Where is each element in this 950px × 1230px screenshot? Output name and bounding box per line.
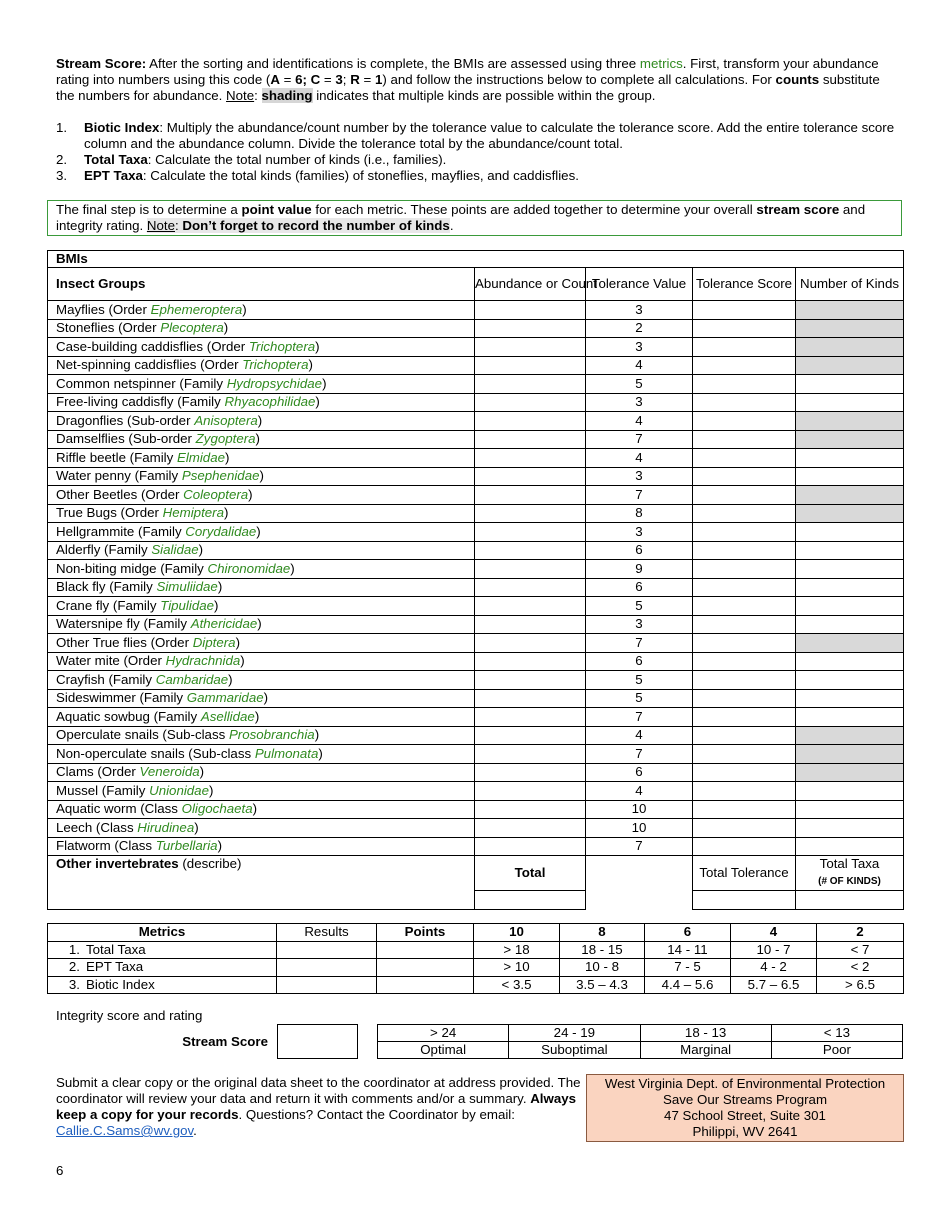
tolerance-value: 3 <box>586 393 693 412</box>
insect-group-name: Damselflies (Sub-order Zygoptera) <box>48 430 475 449</box>
metrics-header-cell: 4 <box>731 924 817 942</box>
kinds-input[interactable] <box>796 689 904 708</box>
kinds-input[interactable] <box>796 726 904 745</box>
insect-group-name: Crane fly (Family Tipulidae) <box>48 597 475 616</box>
tolerance-score-input[interactable] <box>693 486 796 505</box>
bmi-row <box>48 652 904 671</box>
results-input[interactable] <box>277 941 377 959</box>
insect-group-name: Water mite (Order Hydrachnida) <box>48 652 475 671</box>
col-tolerance-score: Tolerance Score <box>693 268 796 301</box>
bmi-row <box>48 560 904 579</box>
insect-group-name: Non-biting midge (Family Chironomidae) <box>48 560 475 579</box>
taxon-name: Hemiptera <box>162 505 224 521</box>
tolerance-value: 6 <box>586 763 693 782</box>
tolerance-score-input[interactable] <box>693 708 796 727</box>
tolerance-value: 5 <box>586 375 693 394</box>
total-abundance-input[interactable] <box>475 891 586 910</box>
bmi-row <box>48 800 904 819</box>
insect-group-name: Aquatic worm (Class Oligochaeta) <box>48 800 475 819</box>
metric-range: 5.7 – 6.5 <box>731 976 817 994</box>
bmi-row <box>48 393 904 412</box>
tolerance-score-input[interactable] <box>693 597 796 616</box>
taxon-name: Corydalidae <box>185 523 257 539</box>
insect-group-name: Mayflies (Order Ephemeroptera) <box>48 301 475 320</box>
taxon-name: Prosobranchia <box>228 727 315 743</box>
insect-group-name: Other Beetles (Order Coleoptera) <box>48 486 475 505</box>
tolerance-value: 4 <box>586 782 693 801</box>
stream-score-label: Stream Score <box>182 1034 268 1049</box>
bmi-row <box>48 523 904 542</box>
tolerance-value: 7 <box>586 486 693 505</box>
insect-group-name: Other True flies (Order Diptera) <box>48 634 475 653</box>
record-kinds-reminder: Don’t forget to record the number of kinds <box>182 218 450 233</box>
tolerance-score-input[interactable] <box>693 393 796 412</box>
metrics-header-cell: Metrics <box>48 924 277 942</box>
metric-range: 3.5 – 4.3 <box>560 976 645 994</box>
tolerance-score-input[interactable] <box>693 356 796 375</box>
kinds-input[interactable] <box>796 541 904 560</box>
tolerance-value: 7 <box>586 745 693 764</box>
kinds-input[interactable] <box>796 745 904 764</box>
bmi-row <box>48 782 904 801</box>
tolerance-value: 6 <box>586 541 693 560</box>
tolerance-score-input[interactable] <box>693 800 796 819</box>
tolerance-score-input[interactable] <box>693 745 796 764</box>
abundance-input[interactable] <box>475 782 586 801</box>
bmi-row <box>48 689 904 708</box>
tolerance-score-input[interactable] <box>693 578 796 597</box>
col-abundance: Abundance or Count <box>475 268 586 301</box>
kinds-input[interactable] <box>796 486 904 505</box>
bmi-row <box>48 615 904 634</box>
taxon-name: Unionidae <box>149 782 209 798</box>
tolerance-value: 3 <box>586 523 693 542</box>
metric-range: > 10 <box>474 959 560 977</box>
abundance-input[interactable] <box>475 449 586 468</box>
metric-range: < 3.5 <box>474 976 560 994</box>
taxon-name: Plecoptera <box>160 320 224 336</box>
col-number-of-kinds: Number of Kinds <box>796 268 904 301</box>
abundance-input[interactable] <box>475 819 586 838</box>
insect-group-name: Leech (Class Hirudinea) <box>48 819 475 838</box>
abundance-input[interactable] <box>475 708 586 727</box>
abundance-input[interactable] <box>475 467 586 486</box>
bmi-row <box>48 356 904 375</box>
abundance-input[interactable] <box>475 486 586 505</box>
tolerance-score-input[interactable] <box>693 301 796 320</box>
integrity-label: Integrity score and rating <box>56 1008 203 1023</box>
abundance-input[interactable] <box>475 726 586 745</box>
insect-group-name: Non-operculate snails (Sub-class Pulmonata) <box>48 745 475 764</box>
taxon-name: Elmidae <box>176 449 225 465</box>
taxon-name: Simuliidae <box>156 579 218 595</box>
metric-range: 7 - 5 <box>645 959 731 977</box>
taxon-name: Ephemeroptera <box>150 301 243 317</box>
abundance-input[interactable] <box>475 430 586 449</box>
bmi-row <box>48 763 904 782</box>
taxon-name: Zygoptera <box>195 431 256 447</box>
tolerance-value: 4 <box>586 356 693 375</box>
metric-range: 4 - 2 <box>731 959 817 977</box>
rating-label: Optimal <box>378 1042 509 1059</box>
metric-range: < 7 <box>817 941 904 959</box>
abundance-input[interactable] <box>475 837 586 856</box>
tolerance-value: 10 <box>586 800 693 819</box>
tolerance-value: 7 <box>586 430 693 449</box>
bmi-row <box>48 338 904 357</box>
bmi-row <box>48 745 904 764</box>
tolerance-value: 8 <box>586 504 693 523</box>
metric-range: > 6.5 <box>817 976 904 994</box>
taxon-name: Rhyacophilidae <box>224 394 316 410</box>
metrics-header-cell: Points <box>377 924 474 942</box>
bmi-row <box>48 412 904 431</box>
tolerance-value: 3 <box>586 338 693 357</box>
insect-group-name: Free-living caddisfly (Family Rhyacophilidae) <box>48 393 475 412</box>
metric-name: 2. EPT Taxa <box>48 959 277 977</box>
total-taxa-label: Total Taxa (# OF KINDS) <box>796 856 904 891</box>
kinds-input[interactable] <box>796 412 904 431</box>
rating-table <box>377 1024 903 1059</box>
taxon-name: Coleoptera <box>183 486 249 502</box>
metric-name: 3. Biotic Index <box>48 976 277 994</box>
taxon-name: Athericidae <box>190 616 258 632</box>
taxon-name: Psephenidae <box>181 468 260 484</box>
metrics-header-cell: 2 <box>817 924 904 942</box>
taxon-name: Turbellaria <box>155 838 218 854</box>
rating-range: 18 - 13 <box>640 1025 771 1042</box>
calculation-steps <box>56 120 896 184</box>
insect-group-name: Stoneflies (Order Plecoptera) <box>48 319 475 338</box>
tolerance-value: 5 <box>586 689 693 708</box>
abundance-input[interactable] <box>475 634 586 653</box>
tolerance-value: 5 <box>586 597 693 616</box>
taxon-name: Hydropsychidae <box>226 375 323 391</box>
abundance-input[interactable] <box>475 338 586 357</box>
submission-instructions: Submit a clear copy or the original data sheet to the coordinator at address provided. The coordinator will review your data and return it with comments and/or a summary. Always keep a copy for your records. Questions? Contact the Coordinator by email: Callie.C.Sams@wv.gov. <box>56 1075 581 1138</box>
kinds-input[interactable] <box>796 634 904 653</box>
kinds-input[interactable] <box>796 319 904 338</box>
insect-group-name: Net-spinning caddisflies (Order Trichoptera) <box>48 356 475 375</box>
abundance-input[interactable] <box>475 356 586 375</box>
taxon-name: Trichoptera <box>248 338 316 354</box>
coordinator-email-link[interactable]: Callie.C.Sams@wv.gov <box>56 1123 194 1138</box>
taxon-name: Anisoptera <box>194 412 258 428</box>
abundance-input[interactable] <box>475 560 586 579</box>
insect-group-name: Alderfly (Family Sialidae) <box>48 541 475 560</box>
taxon-name: Hirudinea <box>137 819 195 835</box>
tolerance-score-input[interactable] <box>693 689 796 708</box>
tolerance-score-input[interactable] <box>693 671 796 690</box>
step-item: 1. Biotic Index: Multiply the abundance/count number by the tolerance value to calculate the tolerance score. Add the entire tolerance score column and the abundance column. Divide the tolerance total by the abundance/count total. <box>56 120 895 151</box>
tolerance-score-input[interactable] <box>693 763 796 782</box>
step-item: 3. EPT Taxa: Calculate the total kinds (families) of stoneflies, mayflies, and caddisflies. <box>56 168 579 183</box>
tolerance-score-input[interactable] <box>693 523 796 542</box>
bmi-row <box>48 486 904 505</box>
rating-label: Suboptimal <box>509 1042 640 1059</box>
rating-label: Marginal <box>640 1042 771 1059</box>
bmi-row <box>48 597 904 616</box>
bmi-row <box>48 430 904 449</box>
insect-group-name: Dragonflies (Sub-order Anisoptera) <box>48 412 475 431</box>
insect-group-name: Hellgrammite (Family Corydalidae) <box>48 523 475 542</box>
metrics-row <box>48 976 904 994</box>
tolerance-score-input[interactable] <box>693 338 796 357</box>
tolerance-score-input[interactable] <box>693 430 796 449</box>
points-input[interactable] <box>377 941 474 959</box>
metrics-link: metrics <box>639 56 683 71</box>
kinds-input[interactable] <box>796 523 904 542</box>
kinds-input[interactable] <box>796 578 904 597</box>
intro-paragraph: Stream Score: After the sorting and identifications is complete, the BMIs are assessed using three metrics. First, transform your abundance rating into numbers using this code (A = 6; C = 3; R = 1) and follow the instructions below to complete all calculations. For counts substitute the numbers for abundance. Note: shading indicates that multiple kinds are possible within the group. <box>56 56 880 103</box>
bmi-row <box>48 449 904 468</box>
abundance-input[interactable] <box>475 745 586 764</box>
step-item: 2. Total Taxa: Calculate the total number of kinds (i.e., families). <box>56 152 447 167</box>
kinds-input[interactable] <box>796 430 904 449</box>
blank-cell <box>586 856 693 910</box>
metrics-row <box>48 959 904 977</box>
tolerance-score-input[interactable] <box>693 782 796 801</box>
insect-group-name: Water penny (Family Psephenidae) <box>48 467 475 486</box>
abundance-input[interactable] <box>475 301 586 320</box>
tolerance-value: 4 <box>586 412 693 431</box>
total-label: Total <box>475 856 586 891</box>
taxon-name: Chironomidae <box>207 560 291 576</box>
metrics-header-cell: 10 <box>474 924 560 942</box>
kinds-input[interactable] <box>796 560 904 579</box>
tolerance-score-input[interactable] <box>693 375 796 394</box>
metric-range: > 18 <box>474 941 560 959</box>
taxon-name: Hydrachnida <box>165 653 241 669</box>
stream-score-heading: Stream Score: <box>56 56 147 71</box>
abundance-input[interactable] <box>475 523 586 542</box>
kinds-input[interactable] <box>796 800 904 819</box>
bmi-table <box>47 250 904 910</box>
total-tolerance-label: Total Tolerance <box>693 856 796 891</box>
other-invertebrates-cell[interactable]: Other invertebrates (describe) <box>48 856 475 910</box>
taxon-name: Trichoptera <box>242 357 309 373</box>
points-input[interactable] <box>377 959 474 977</box>
tolerance-value: 6 <box>586 652 693 671</box>
insect-group-name: Watersnipe fly (Family Athericidae) <box>48 615 475 634</box>
insect-group-name: Black fly (Family Simuliidae) <box>48 578 475 597</box>
abundance-input[interactable] <box>475 504 586 523</box>
bmi-row <box>48 319 904 338</box>
metrics-header-cell: 8 <box>560 924 645 942</box>
tolerance-score-input[interactable] <box>693 819 796 838</box>
taxon-name: Pulmonata <box>254 745 319 761</box>
metric-name: 1. Total Taxa <box>48 941 277 959</box>
insect-group-name: Riffle beetle (Family Elmidae) <box>48 449 475 468</box>
final-step-box: The final step is to determine a point value for each metric. These points are added together to determine your overall stream score and integrity rating. Note: Don’t forget to record the number of kinds. <box>47 200 902 236</box>
rating-label: Poor <box>771 1042 902 1059</box>
col-insect-groups: Insect Groups <box>48 268 475 301</box>
tolerance-score-input[interactable] <box>693 504 796 523</box>
bmi-row <box>48 504 904 523</box>
kinds-input[interactable] <box>796 837 904 856</box>
insect-group-name: Common netspinner (Family Hydropsychidae) <box>48 375 475 394</box>
tolerance-score-input[interactable] <box>693 319 796 338</box>
metric-range: 10 - 8 <box>560 959 645 977</box>
insect-group-name: Clams (Order Veneroida) <box>48 763 475 782</box>
tolerance-score-input[interactable] <box>693 541 796 560</box>
taxon-name: Asellidae <box>200 708 255 724</box>
bmi-row <box>48 819 904 838</box>
taxon-name: Tipulidae <box>160 597 215 613</box>
abundance-input[interactable] <box>475 671 586 690</box>
abundance-input[interactable] <box>475 763 586 782</box>
abundance-input[interactable] <box>475 412 586 431</box>
tolerance-score-input[interactable] <box>693 412 796 431</box>
kinds-input[interactable] <box>796 708 904 727</box>
tolerance-value: 10 <box>586 819 693 838</box>
shading-sample: shading <box>261 88 313 103</box>
total-tolerance-input[interactable] <box>693 891 796 910</box>
abundance-input[interactable] <box>475 597 586 616</box>
taxon-name: Oligochaeta <box>181 801 253 817</box>
tolerance-score-input[interactable] <box>693 615 796 634</box>
tolerance-score-input[interactable] <box>693 837 796 856</box>
bmi-row <box>48 726 904 745</box>
bmi-row <box>48 671 904 690</box>
points-input[interactable] <box>377 976 474 994</box>
bmi-row <box>48 301 904 320</box>
tolerance-value: 3 <box>586 467 693 486</box>
tolerance-score-input[interactable] <box>693 449 796 468</box>
bmi-row <box>48 375 904 394</box>
kinds-input[interactable] <box>796 652 904 671</box>
abundance-input[interactable] <box>475 578 586 597</box>
tolerance-value: 7 <box>586 634 693 653</box>
insect-group-name: Crayfish (Family Cambaridae) <box>48 671 475 690</box>
metrics-header-cell: 6 <box>645 924 731 942</box>
abundance-input[interactable] <box>475 652 586 671</box>
abundance-input[interactable] <box>475 375 586 394</box>
rating-range: 24 - 19 <box>509 1025 640 1042</box>
abundance-input[interactable] <box>475 615 586 634</box>
metric-range: 4.4 – 5.6 <box>645 976 731 994</box>
abundance-input[interactable] <box>475 800 586 819</box>
bmi-row <box>48 467 904 486</box>
metric-range: 14 - 11 <box>645 941 731 959</box>
kinds-input[interactable] <box>796 449 904 468</box>
insect-group-name: Aquatic sowbug (Family Asellidae) <box>48 708 475 727</box>
tolerance-score-input[interactable] <box>693 634 796 653</box>
tolerance-value: 6 <box>586 578 693 597</box>
metrics-row <box>48 941 904 959</box>
metrics-table <box>47 923 904 994</box>
total-taxa-input[interactable] <box>796 891 904 910</box>
kinds-input[interactable] <box>796 671 904 690</box>
tolerance-score-input[interactable] <box>693 726 796 745</box>
metric-range: 10 - 7 <box>731 941 817 959</box>
bmi-row <box>48 541 904 560</box>
insect-group-name: Case-building caddisflies (Order Trichoptera) <box>48 338 475 357</box>
bmi-table-title: BMIs <box>48 251 904 268</box>
results-input[interactable] <box>277 959 377 977</box>
insect-group-name: True Bugs (Order Hemiptera) <box>48 504 475 523</box>
abundance-input[interactable] <box>475 689 586 708</box>
kinds-input[interactable] <box>796 782 904 801</box>
tolerance-value: 9 <box>586 560 693 579</box>
kinds-input[interactable] <box>796 819 904 838</box>
tolerance-score-input[interactable] <box>693 560 796 579</box>
bmi-row <box>48 837 904 856</box>
bmi-row <box>48 634 904 653</box>
kinds-input[interactable] <box>796 375 904 394</box>
tolerance-value: 5 <box>586 671 693 690</box>
kinds-input[interactable] <box>796 467 904 486</box>
taxon-name: Diptera <box>192 634 236 650</box>
tolerance-value: 7 <box>586 708 693 727</box>
kinds-input[interactable] <box>796 504 904 523</box>
results-input[interactable] <box>277 976 377 994</box>
tolerance-score-input[interactable] <box>693 652 796 671</box>
kinds-input[interactable] <box>796 301 904 320</box>
address-box: West Virginia Dept. of Environmental Protection Save Our Streams Program 47 School Street, Suite 301 Philippi, WV 2641 <box>586 1074 904 1142</box>
insect-group-name: Flatworm (Class Turbellaria) <box>48 837 475 856</box>
kinds-input[interactable] <box>796 338 904 357</box>
metrics-header-cell: Results <box>277 924 377 942</box>
stream-score-input[interactable] <box>277 1024 358 1059</box>
abundance-input[interactable] <box>475 393 586 412</box>
bmi-row <box>48 578 904 597</box>
kinds-input[interactable] <box>796 615 904 634</box>
tolerance-value: 4 <box>586 449 693 468</box>
metric-range: 18 - 15 <box>560 941 645 959</box>
kinds-input[interactable] <box>796 393 904 412</box>
tolerance-value: 7 <box>586 837 693 856</box>
insect-group-name: Operculate snails (Sub-class Prosobranchia) <box>48 726 475 745</box>
taxon-name: Veneroida <box>139 764 200 780</box>
abundance-input[interactable] <box>475 319 586 338</box>
tolerance-value: 2 <box>586 319 693 338</box>
metric-range: < 2 <box>817 959 904 977</box>
insect-group-name: Sideswimmer (Family Gammaridae) <box>48 689 475 708</box>
insect-group-name: Mussel (Family Unionidae) <box>48 782 475 801</box>
tolerance-score-input[interactable] <box>693 467 796 486</box>
taxon-name: Gammaridae <box>186 690 264 706</box>
tolerance-value: 4 <box>586 726 693 745</box>
kinds-input[interactable] <box>796 763 904 782</box>
taxon-name: Cambaridae <box>155 671 229 687</box>
bmi-row <box>48 708 904 727</box>
page-number: 6 <box>56 1163 64 1178</box>
rating-range: < 13 <box>771 1025 902 1042</box>
abundance-input[interactable] <box>475 541 586 560</box>
col-tolerance-value: Tolerance Value <box>586 268 693 301</box>
tolerance-value: 3 <box>586 301 693 320</box>
kinds-input[interactable] <box>796 356 904 375</box>
tolerance-value: 3 <box>586 615 693 634</box>
taxon-name: Sialidae <box>151 542 199 558</box>
rating-range: > 24 <box>378 1025 509 1042</box>
kinds-input[interactable] <box>796 597 904 616</box>
